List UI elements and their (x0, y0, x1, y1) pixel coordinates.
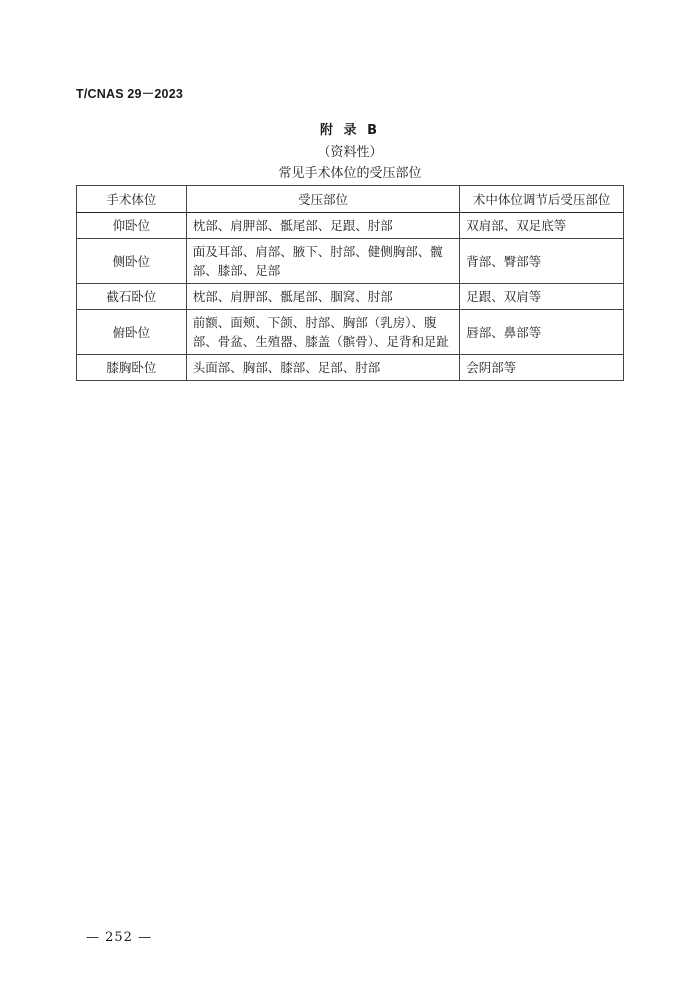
table-row (77, 310, 624, 355)
column-header-adjusted-sites: 术中体位调节后受压部位 (460, 186, 624, 213)
table-row (77, 239, 624, 284)
cell-pressure-sites: 枕部、肩胛部、骶尾部、腘窝、肘部 (186, 284, 459, 310)
table-row (77, 355, 624, 381)
cell-adjusted-sites: 唇部、鼻部等 (460, 310, 624, 355)
column-header-pressure-sites: 受压部位 (186, 186, 459, 213)
cell-pressure-sites: 面及耳部、肩部、腋下、肘部、健侧胸部、髋部、膝部、足部 (186, 239, 459, 284)
cell-pressure-sites: 前额、面颊、下颌、肘部、胸部（乳房）、腹部、骨盆、生殖器、膝盖（髌骨）、足背和足趾 (186, 310, 459, 355)
table-row (77, 213, 624, 239)
page-number: — 252 — (86, 930, 153, 945)
cell-adjusted-sites: 足跟、双肩等 (460, 284, 624, 310)
table-title: 常见手术体位的受压部位 (278, 166, 422, 181)
cell-position: 侧卧位 (77, 239, 187, 284)
cell-pressure-sites: 枕部、肩胛部、骶尾部、足跟、肘部 (186, 213, 459, 239)
cell-position: 膝胸卧位 (77, 355, 187, 381)
cell-adjusted-sites: 双肩部、双足底等 (460, 213, 624, 239)
appendix-note: （资料性） (317, 145, 383, 160)
cell-position: 仰卧位 (77, 213, 187, 239)
table-row (77, 284, 624, 310)
appendix-title: 附 录 B (320, 123, 380, 138)
cell-position: 俯卧位 (77, 310, 187, 355)
document-code: T/CNAS 29－2023 (76, 87, 184, 101)
cell-adjusted-sites: 会阴部等 (460, 355, 624, 381)
cell-adjusted-sites: 背部、臀部等 (460, 239, 624, 284)
column-header-position: 手术体位 (77, 186, 187, 213)
cell-position: 截石卧位 (77, 284, 187, 310)
pressure-sites-table (76, 185, 624, 381)
table-header-row (77, 186, 624, 213)
cell-pressure-sites: 头面部、胸部、膝部、足部、肘部 (186, 355, 459, 381)
